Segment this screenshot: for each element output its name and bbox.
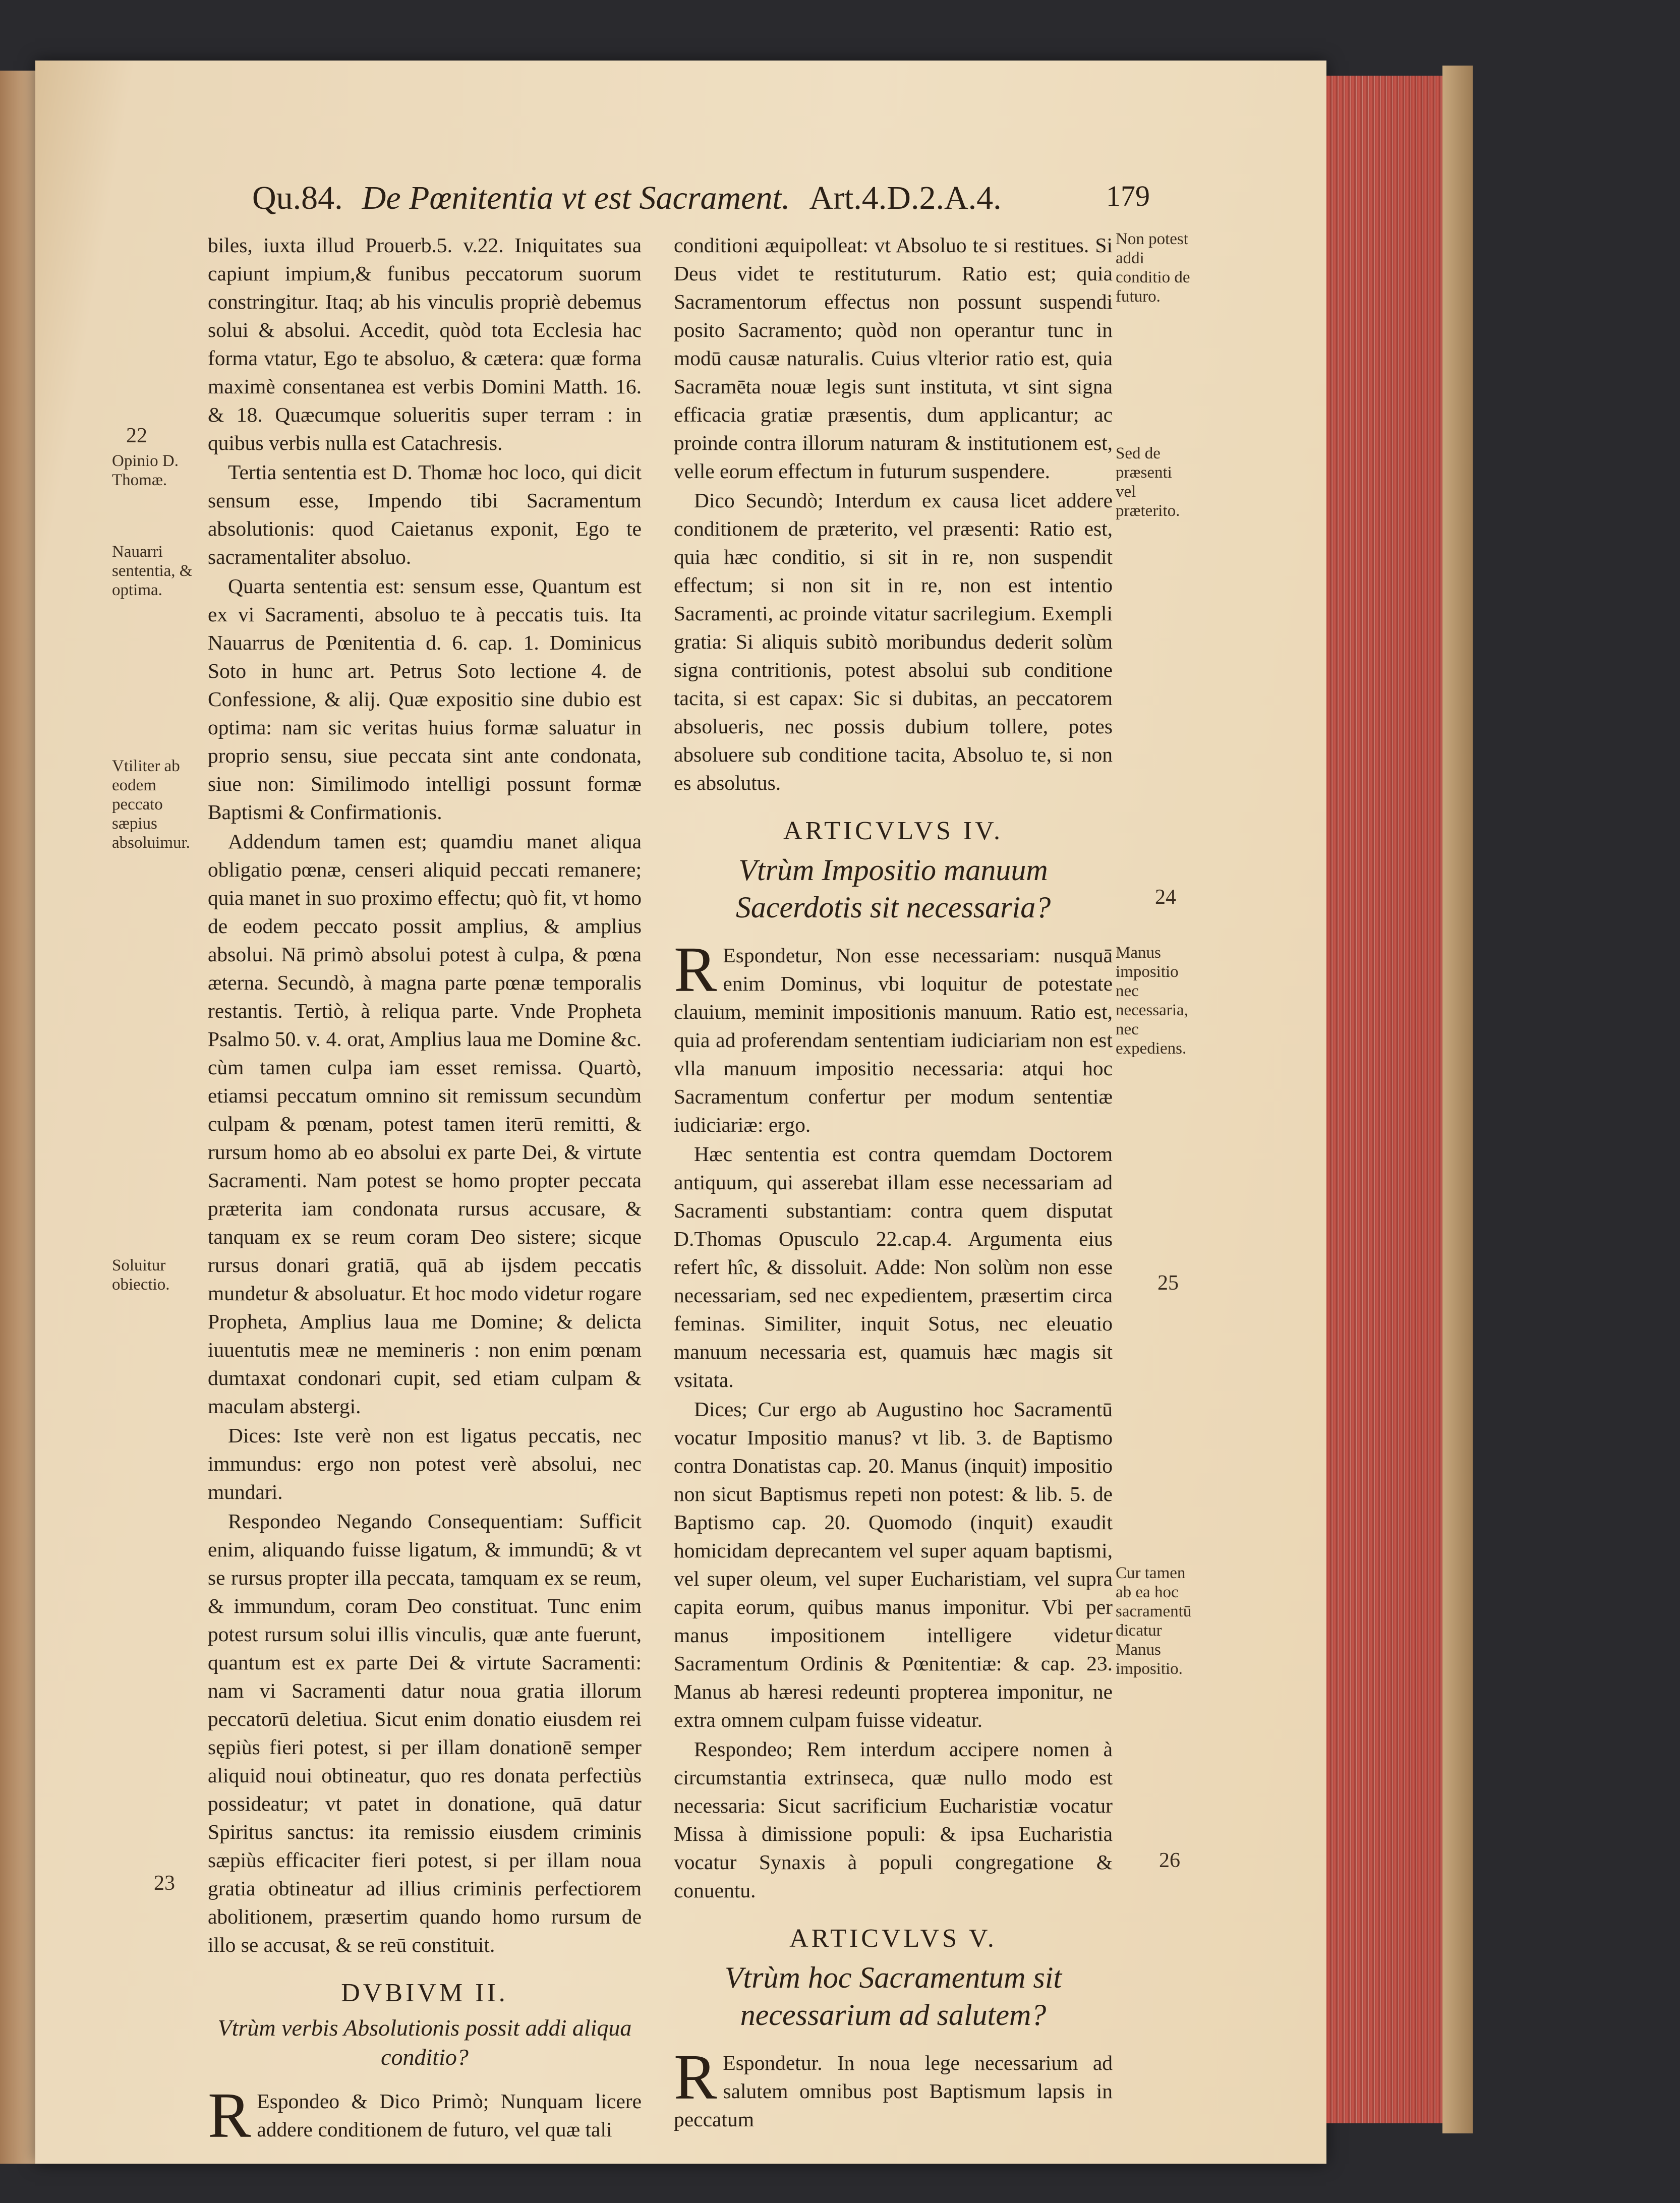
dubium-title: Vtrùm verbis Absolutionis possit addi aliqua conditio?: [217, 2015, 632, 2070]
margin-number: 26: [1159, 1849, 1180, 1872]
paragraph: [674, 934, 1113, 1139]
paragraph: Quarta sententia est: sensum esse, Quantum est ex vi Sacramenti, absoluo te à peccatis tuis. Ita Nauarrus de Pœnitentia d. 6. cap. 1. Dominicus Soto in hunc art. Petrus Soto lectione 4. de Confessione, & alij. Quæ expositio sine dubio est optima: nam sic veritas huius formæ saluatur in proprio sensu, siue peccata sint ante condonata, siue non: Similimodo intelligi possunt formæ Baptismi & Confirmationis.: [208, 574, 642, 824]
running-head-title: De Pœnitentia vt est Sacrament.: [362, 180, 790, 216]
drop-cap: R: [674, 2041, 717, 2113]
margin-note: Sed de præsenti vel præterito.: [1116, 444, 1180, 520]
right-column: [674, 231, 1113, 2134]
margin-note: Opinio D. Thomæ.: [112, 452, 179, 489]
paragraph: Dices; Cur ergo ab Augustino hoc Sacramentū vocatur Impositio manus? vt lib. 3. de Baptismo contra Donatistas cap. 20. Manus (inquit) impositio non sicut Baptismus repeti non potest: & lib. 5. de Baptismo cap. 20. Quomodo (inquit) exaudit homicidam deprecantem vel super aquam baptismi, vel super oleum, vel super Eucharistiam, vel supra capita eorum, quibus manus imponitur. Vbi per manus impositionem intelligere videtur Sacramentum Ordinis & Pœnitentiæ: & cap. 23. Manus ab hæresi redeunti propterea imponitur, ne extra omnem culpam fuisse videatur.: [674, 1398, 1113, 1731]
paragraph: [674, 2041, 1113, 2133]
paragraph-text: Espondetur, Non esse necessariam: nusquā enim Dominus, vbi loquitur de potestate clauium, meminit impositionis manuum. Ratio est, quia ad proferendam sententiam iudiciariam non est vlla manuum impositio necessaria: atqui hoc Sacramentum confertur per modum sententiæ iudiciariæ: ergo.: [674, 944, 1113, 1136]
margin-note: Non potest addi conditio de futuro.: [1116, 230, 1190, 306]
dubium-heading: DVBIVM II.: [341, 1979, 508, 2007]
running-head-question: Qu.84.: [252, 180, 343, 216]
paragraph: conditioni æquipolleat: vt Absoluo te si restitues. Si Deus videt te restituturum. Ratio est; quia Sacramentorum effectus non possunt suspendi posito Sacramento; quòd non operantur tunc in modū causæ naturalis. Cuius vlterior ratio est, quia Sacramēta nouæ legis sunt instituta, vt sint signa efficacia gratiæ præsentis, dum applicantur; ac proinde contra illorum naturam & institutionem est, velle eorum effectum in futurum suspendere.: [674, 234, 1113, 483]
margin-note: Soluitur obiectio.: [112, 1256, 170, 1294]
margin-number: 25: [1157, 1271, 1179, 1295]
article-5-heading: ARTICVLVS V.: [789, 1924, 997, 1953]
dubium-paragraph: [208, 2079, 642, 2151]
dubium-text: Espondeo & Dico Primò; Nunquam licere addere conditionem de futuro, vel quæ tali: [257, 2090, 642, 2141]
paragraph: Respondeo Negando Consequentiam: Sufficit enim, aliquando fuisse ligatum, & immundū; & vt se rursus propter illa peccata, tamquam ex se reum, & immundum, coram Deo constituat. Tunc enim potest rursum solui illis vinculis, quæ ante fuerunt, quantum est ex parte Dei & virtute Sacramenti: nam vi Sacramenti datur noua gratia illorum peccatorū deletiua. Sicut enim donatio eiusdem rei sępiùs fieri potest, si per illam donationē semper aliquid noui obtineatur, quo res donata perfectiùs possideatur; vt patet in donatione, quā datur Spiritus sanctus: ita remissio eiusdem criminis sæpiùs efficaciter fieri potest, si per illam noua gratia obtineatur ad illius criminis perfectiorem abolitionem, præsertim quando homo rursum de illo se accusat, & se reū constituit.: [208, 1510, 642, 1956]
paragraph: Respondeo; Rem interdum accipere nomen à circumstantia extrinseca, quæ nullo modo est necessaria: Sicut sacrificium Eucharistiæ vocatur Missa à dimissione populi: & ipsa Eucharistia vocatur Synaxis à populi congregatione & conuentu.: [674, 1737, 1113, 1902]
paragraph-text: Espondetur. In noua lege necessarium ad salutem omnibus post Baptismum lapsis in peccatum: [674, 2051, 1113, 2131]
drop-cap: R: [674, 934, 717, 1005]
margin-number: 24: [1155, 886, 1176, 909]
margin-number: 22: [126, 424, 147, 447]
paragraph: Addendum tamen est; quamdiu manet aliqua obligatio pœnæ, censeri aliquid peccati remanere; quia manet in suo proximo effectu; quò fit, vt homo de eodem peccato possit amplius, & amplius absolui. Nā primò absolui potest à culpa, & pœna æterna. Secundò, à magna parte pœnæ temporalis restantis. Tertiò, à reliqua parte. Vnde Propheta Psalmo 50. v. 4. orat, Amplius laua me Domine &c. cùm tamen culpa iam esset remissa. Quartò, etiamsi peccatum omnino sit remissum secundùm culpam & pœnam, potest tamen iterū remitti, & rursum homo ab eo absolui ex parte Dei, & virtute Sacramenti. Nam potest se homo propter peccata præterita iam condonata rursus accusare, & tanquam ex se reum coram Deo sistere; sicque rursus donari gratiā, quā ab ijsdem peccatis mundetur & absoluatur. Et hoc modo videtur rogare Propheta, Amplius laua me Domine; & delicta iuuentutis meæ ne memineris : non enim pœnam dumtaxat condonari cupit, sed etiam culpam & maculam abstergi.: [208, 830, 642, 1418]
drop-cap: R: [208, 2079, 251, 2151]
margin-note: Manus impositio nec necessaria, nec expediens.: [1116, 944, 1188, 1058]
page-number: 179: [1106, 180, 1150, 212]
book-cover-edge: [1442, 66, 1473, 2133]
paragraph: Dico Secundò; Interdum ex causa licet addere conditionem de præterito, vel præsenti: Ratio est, quia hæc conditio, si sit in re, non suspendit effectum; si non sit in re, non est intentio Sacramenti, ac proinde vitatur sacrilegium. Exempli gratia: Si aliquis subitò moribundus dederit solùm signa contritionis, potest absolui sub conditione tacita, si est capax: Sic si dubitas, an peccatorem absolueris, nec possis dubium tollere, potes absoluere sub conditione tacita, Absoluo te, si non es absolutus.: [674, 489, 1113, 794]
margin-note: Cur tamen ab ea hoc sacramentū dicatur Manus impositio.: [1116, 1564, 1192, 1678]
article-4-title: Vtrùm Impositio manuum Sacerdotis sit necessaria?: [735, 853, 1051, 924]
paragraph: Tertia sententia est D. Thomæ hoc loco, qui dicit sensum esse, Impendo tibi Sacramentum absolutionis: quod Caietanus exponit, Ego te sacramentaliter absoluo.: [208, 460, 642, 568]
book-gutter-left: [0, 71, 35, 2164]
margin-note: Nauarri sententia, & optima.: [112, 543, 193, 599]
running-head-article: Art.4.D.2.A.4.: [809, 180, 1002, 216]
article-5-title: Vtrùm hoc Sacramentum sit necessarium ad salutem?: [724, 1961, 1062, 2032]
page-fore-edge: [1326, 76, 1442, 2123]
paragraph: biles, iuxta illud Prouerb.5. v.22. Iniquitates sua capiunt impium,& funibus peccatorum suorum constringitur. Itaq; ab his vinculis propriè debemus solui & absolui. Accedit, quòd tota Ecclesia hac forma vtatur, Ego te absoluo, & cætera: quæ forma maximè consentanea est verbis Domini Matth. 16. & 18. Quæcumque solueritis super terram : in quibus verbis nulla est Catachresis.: [208, 234, 642, 454]
article-4-heading: ARTICVLVS IV.: [783, 817, 1004, 845]
paragraph: Hæc sententia est contra quemdam Doctorem antiquum, qui asserebat illam esse necessariam ad Sacramenti substantiam: contra quem disputat D.Thomas Opusculo 22.cap.4. Argumenta eius refert hîc, & dissoluit. Adde: Non solùm non esse necessariam, sed nec expedientem, præsertim circa feminas. Similiter, inquit Sotus, nec eleuatio manuum necessaria est, quamuis hæc magis sit vsitata.: [674, 1142, 1113, 1392]
left-column: [208, 231, 642, 2151]
running-head: [252, 179, 1150, 235]
margin-note: Vtiliter ab eodem peccato sæpius absoluimur.: [112, 757, 190, 852]
margin-number: 23: [154, 1872, 175, 1895]
paragraph: Dices: Iste verè non est ligatus peccatis, nec immundus: ergo non potest verè absolui, nec mundari.: [208, 1424, 642, 1503]
